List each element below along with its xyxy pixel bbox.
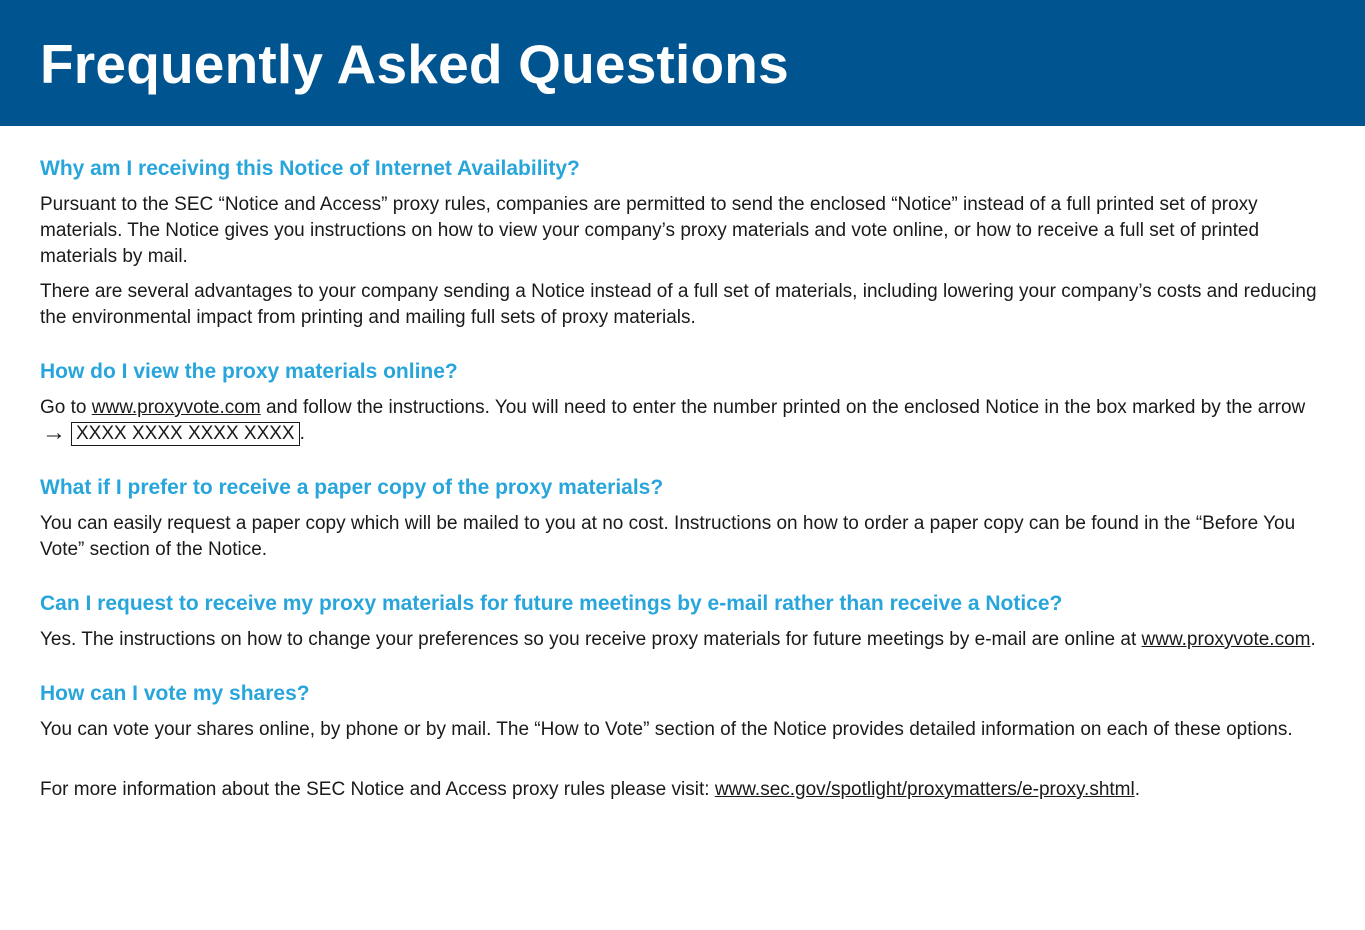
faq-answer-paragraph xyxy=(40,395,1325,447)
faq-item-paper-copy xyxy=(40,473,1325,563)
page-title: Frequently Asked Questions xyxy=(40,33,789,95)
header-banner xyxy=(0,0,1365,126)
faq-question: How do I view the proxy materials online? xyxy=(40,360,458,383)
answer-text: Yes. The instructions on how to change your preferences so you receive proxy materials for future meetings by e-mail are online at xyxy=(40,629,1142,650)
faq-item-view-online xyxy=(40,357,1325,447)
faq-answer-paragraph: You can easily request a paper copy which will be mailed to you at no cost. Instructions on how to order a paper copy can be found in the “Before You Vote” section of the Notice. xyxy=(40,513,1296,560)
footer-text-body: For more information about the SEC Notice and Access proxy rules please visit: xyxy=(40,779,715,800)
faq-item-vote-shares xyxy=(40,679,1325,743)
faq-answer-paragraph: There are several advantages to your company sending a Notice instead of a full set of materials, including lowering your company’s costs and reducing the environmental impact from printing and mailing full sets of proxy materials. xyxy=(40,281,1317,328)
footer-text-end: . xyxy=(1134,779,1140,800)
control-number-box: XXXX XXXX XXXX XXXX xyxy=(71,422,300,446)
faq-answer-paragraph: Pursuant to the SEC “Notice and Access” proxy rules, companies are permitted to send the enclosed “Notice” instead of a full printed set of proxy materials. The Notice gives you instructions on how to view your company’s proxy materials and vote online, or how to receive a full set of printed materials by mail. xyxy=(40,194,1260,267)
faq-item-why-notice xyxy=(40,154,1325,331)
faq-item-email-delivery xyxy=(40,589,1325,653)
sec-eproxy-link[interactable]: www.sec.gov/spotlight/proxymatters/e-proxy.shtml xyxy=(714,779,1135,800)
answer-text: and follow the instructions. You will need to enter the number printed on the enclosed Notice in the box marked by the arrow xyxy=(260,397,1306,418)
arrow-right-icon: → xyxy=(42,419,66,446)
answer-text: . xyxy=(1310,629,1316,650)
answer-text: Go to xyxy=(40,397,92,418)
faq-answer-paragraph: You can vote your shares online, by phone or by mail. The “How to Vote” section of the Notice provides detailed information on each of these options. xyxy=(40,719,1293,740)
faq-question: What if I prefer to receive a paper copy of the proxy materials? xyxy=(40,476,664,499)
proxyvote-link[interactable]: www.proxyvote.com xyxy=(1141,629,1311,650)
proxyvote-link[interactable]: www.proxyvote.com xyxy=(91,397,261,418)
footer-text xyxy=(40,777,1325,803)
faq-question: Can I request to receive my proxy materials for future meetings by e-mail rather than receive a Notice? xyxy=(40,592,1063,615)
faq-question: How can I vote my shares? xyxy=(40,682,310,705)
answer-text: . xyxy=(299,423,305,444)
faq-answer-paragraph xyxy=(40,627,1325,653)
faq-question: Why am I receiving this Notice of Internet Availability? xyxy=(40,157,580,180)
faq-content xyxy=(0,126,1365,803)
footer-note xyxy=(40,777,1325,803)
